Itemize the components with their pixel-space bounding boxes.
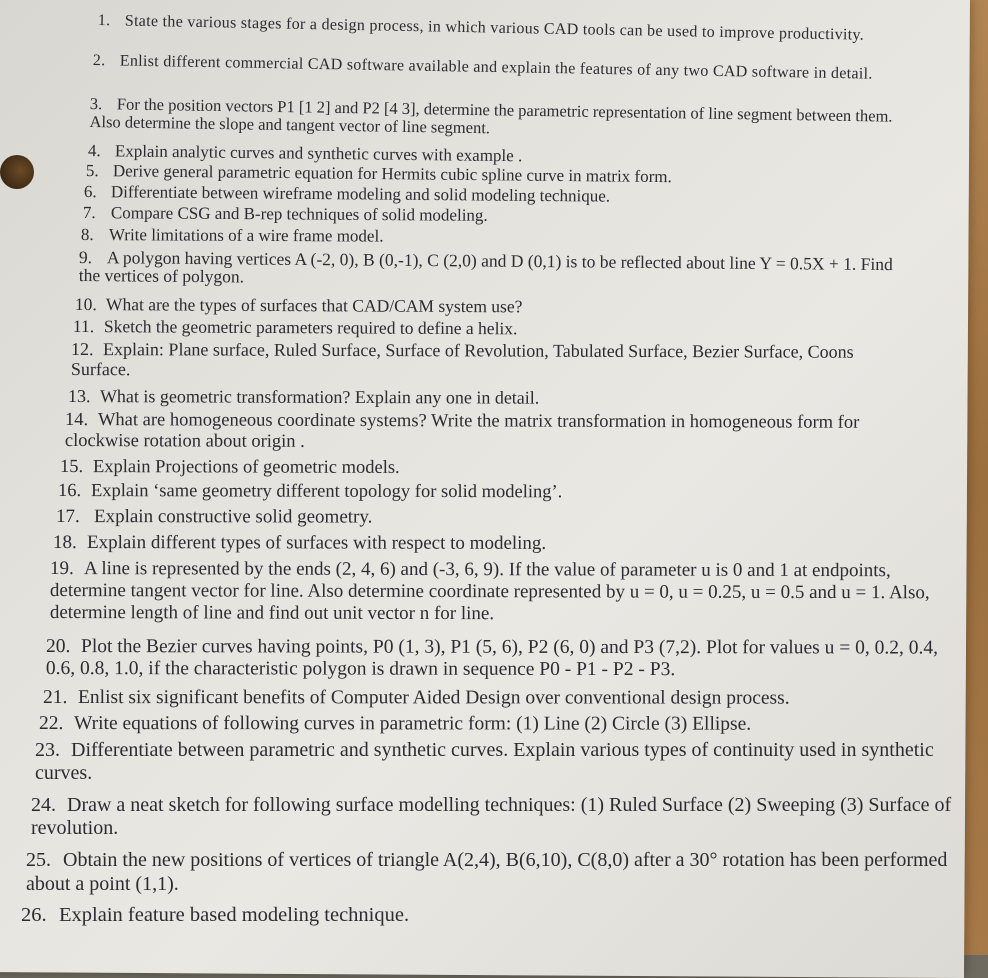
question-number: 16.	[57, 481, 82, 502]
question-item	[83, 204, 883, 228]
question-item	[56, 507, 916, 529]
question-number: 5.	[85, 161, 99, 181]
question-text: Explain Projections of geometric models.	[92, 457, 400, 478]
question-number: 1.	[97, 12, 111, 30]
question-number: 8.	[80, 225, 94, 245]
question-item	[81, 226, 881, 249]
question-item	[71, 340, 916, 383]
question-number: 10.	[74, 294, 97, 315]
question-text: Differentiate between parametric and synthetic curves. Explain various types of continuity used in synthetic curves.	[35, 739, 934, 784]
question-item	[65, 410, 925, 454]
question-item	[75, 295, 895, 318]
question-number: 24.	[31, 794, 56, 816]
question-item	[60, 458, 920, 480]
question-text: Differentiate between wireframe modeling and solid modeling technique.	[110, 182, 611, 206]
question-text: Explain constructive solid geometry.	[93, 506, 373, 528]
question-text: What are homogeneous coordinate systems? Write the matrix transformation in homogeneous form for clockwise rotation about origin .	[64, 410, 860, 452]
question-item	[79, 248, 904, 292]
question-item	[98, 12, 898, 45]
question-number: 12.	[70, 339, 94, 360]
question-text: Compare CSG and B-rep techniques of solid modeling.	[110, 203, 488, 225]
question-item	[50, 558, 940, 626]
question-item	[21, 904, 956, 926]
question-text: Enlist different commercial CAD software available and explain the features of any two CAD software in detail.	[119, 52, 873, 83]
question-text: Explain analytic curves and synthetic curves with example .	[114, 141, 523, 166]
question-text: Explain: Plane surface, Ruled Surface, Surface of Revolution, Tabulated Surface, Bezier Surface, Coons Surface.	[70, 339, 854, 380]
question-text: Derive general parametric equation for Hermits cubic spline curve in matrix form.	[112, 161, 672, 187]
question-number: 20.	[45, 636, 71, 658]
question-number: 3.	[89, 94, 103, 114]
question-text: What is geometric transformation? Explain any one in detail.	[99, 386, 540, 408]
question-text: Explain different types of surfaces with respect to modeling.	[86, 532, 547, 554]
question-number: 18.	[52, 532, 77, 554]
question-item	[39, 713, 939, 735]
question-item	[35, 739, 955, 785]
question-number: 4.	[87, 141, 101, 161]
question-text: Plot the Bezier curves having points, P0 (1, 3), P1 (5, 6), P2 (6, 0) and P3 (7,2). Plot for values u = 0, 0.2, 0.4, 0.6, 0.8, 1.0, if the characteristic polygon is drawn in sequence P0 - P1 - P2 - P3.	[45, 636, 938, 680]
question-number: 22.	[38, 713, 64, 735]
question-text: For the position vectors P1 [1 2] and P2 [4 3], determine the parametric representation of line segment between them. Also determine the slope and tangent vector of line segment.	[89, 94, 893, 138]
question-number: 21.	[42, 687, 68, 709]
question-text: Draw a neat sketch for following surface modelling techniques: (1) Ruled Surface (2) Sweeping (3) Surface of revolution.	[31, 794, 952, 839]
question-text: What are the types of surfaces that CAD/CAM system use?	[105, 294, 523, 317]
question-text: A line is represented by the ends (2, 4, 6) and (-3, 6, 9). If the value of parameter u is 0 and 1 at endpoints, determine tangent vector for line. Also determine coordinate represented by u = 0, u = 0.25, u = 0.5 and u = 1. Also, determine length of line and find out unit vector n for line.	[49, 558, 930, 624]
question-item	[31, 794, 959, 840]
question-text: State the various stages for a design process, in which various CAD tools can be used to improve productivity.	[124, 12, 865, 44]
question-number: 19.	[49, 558, 74, 580]
question-text: Obtain the new positions of vertices of triangle A(2,4), B(6,10), C(8,0) after a 30° rotation has been performed about a point (1,1).	[26, 849, 948, 895]
question-item	[89, 95, 899, 143]
question-number: 26.	[21, 904, 47, 926]
question-text: Sketch the geometric parameters required to define a helix.	[103, 316, 518, 339]
question-number: 15.	[59, 457, 84, 478]
question-item	[58, 482, 918, 504]
question-text: Explain ‘same geometry different topology for solid modeling’.	[90, 481, 563, 503]
question-text: Write limitations of a wire frame model.	[108, 225, 384, 246]
question-item	[46, 636, 946, 681]
question-number: 13.	[67, 386, 91, 407]
question-item	[53, 533, 913, 555]
question-number: 14.	[64, 410, 89, 431]
question-number: 17.	[55, 506, 80, 528]
question-number: 23.	[35, 739, 60, 761]
question-text: Enlist six significant benefits of Computer Aided Design over conventional design process.	[77, 687, 790, 709]
question-number: 7.	[82, 203, 96, 223]
question-number: 2.	[92, 52, 106, 70]
question-number: 25.	[26, 849, 51, 871]
question-item	[43, 687, 943, 709]
question-text: Write equations of following curves in parametric form: (1) Line (2) Circle (3) Ellipse.	[73, 713, 752, 735]
question-item	[93, 52, 898, 83]
question-item	[26, 849, 961, 896]
question-item	[68, 387, 918, 409]
question-number: 6.	[83, 182, 97, 202]
question-text: A polygon having vertices A (-2, 0), B (0,-1), C (2,0) and D (0,1) is to be reflected about line Y = 0.5X + 1. Find the vertices of polygon.	[78, 247, 893, 287]
question-item	[73, 317, 893, 340]
question-number: 11.	[72, 316, 95, 337]
question-text: Explain feature based modeling technique.	[59, 904, 410, 926]
question-number: 9.	[78, 247, 93, 268]
